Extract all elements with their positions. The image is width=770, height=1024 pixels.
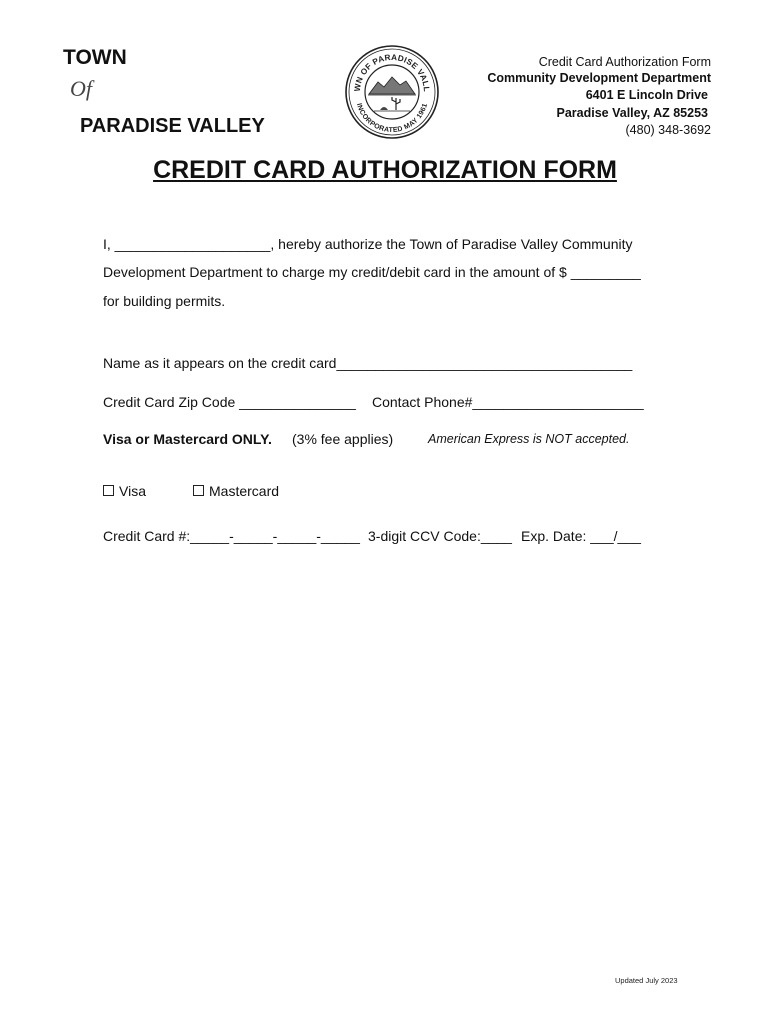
mastercard-label: Mastercard [209, 483, 280, 499]
contact-phone-field[interactable]: Contact Phone#______________________ [372, 394, 644, 410]
visa-checkbox[interactable] [103, 483, 146, 499]
header-form-name: Credit Card Authorization Form [538, 55, 711, 69]
accepted-cards-note: Visa or Mastercard ONLY. [103, 431, 272, 447]
fee-note: (3% fee applies) [292, 431, 394, 447]
ccv-code-field[interactable]: 3-digit CCV Code:____ [368, 528, 512, 544]
credit-card-number-field[interactable]: Credit Card #:_____-_____-_____-_____ [103, 528, 360, 544]
expiration-date-field[interactable]: Exp. Date: ___/___ [521, 528, 641, 544]
name-on-card-field[interactable]: Name as it appears on the credit card______________________________________ [103, 355, 633, 371]
mastercard-checkbox[interactable] [193, 483, 279, 499]
header-city: Paradise Valley, AZ 85253 [556, 106, 708, 120]
checkbox-icon[interactable] [193, 485, 204, 496]
logo-of-text: Of [70, 76, 92, 101]
checkbox-icon[interactable] [103, 485, 114, 496]
zip-code-field[interactable]: Credit Card Zip Code _______________ [103, 394, 356, 410]
visa-label: Visa [119, 483, 146, 499]
town-seal-icon [344, 44, 440, 140]
seal-bottom-text: INCORPORATED MAY 1961 [354, 102, 430, 135]
logo-town-text: TOWN [63, 46, 127, 69]
logo-paradise-valley-text: PARADISE VALLEY [80, 115, 265, 137]
header-street: 6401 E Lincoln Drive [585, 88, 708, 102]
amex-not-accepted-note: American Express is NOT accepted. [428, 432, 630, 446]
authorization-line-3: for building permits. [103, 293, 226, 309]
updated-date-footer: Updated July 2023 [615, 976, 678, 985]
page-title: CREDIT CARD AUTHORIZATION FORM [153, 156, 617, 184]
header-phone: (480) 348-3692 [625, 123, 711, 137]
authorization-line-1[interactable]: I, ____________________, hereby authorize the Town of Paradise Valley Community [103, 236, 633, 252]
header-department: Community Development Department [487, 71, 711, 85]
authorization-line-2[interactable]: Development Department to charge my credit/debit card in the amount of $ _________ [103, 264, 641, 280]
seal-top-text: WN OF PARADISE VALL [352, 52, 432, 93]
